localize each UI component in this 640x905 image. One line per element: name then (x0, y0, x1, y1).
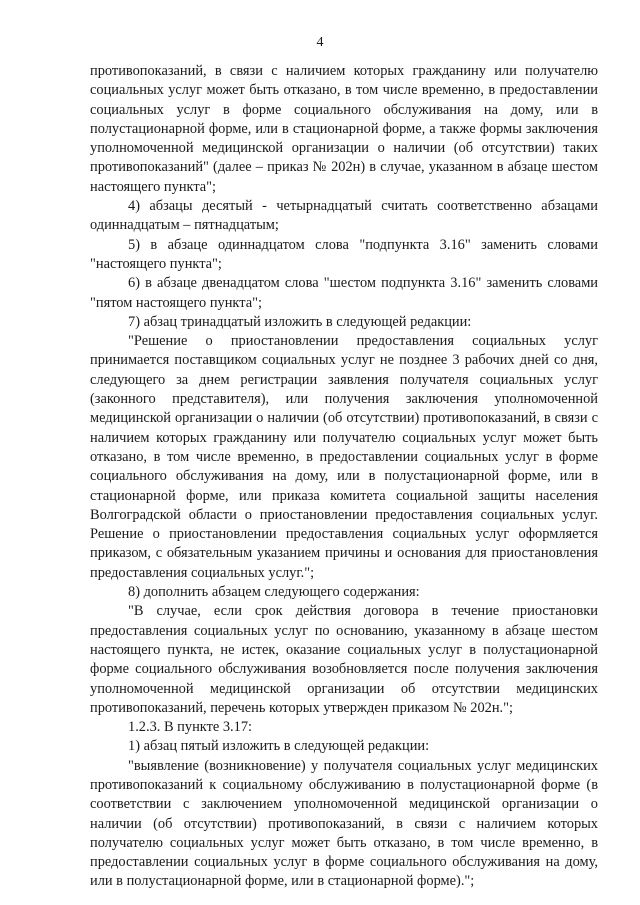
paragraph-item-8: 8) дополнить абзацем следующего содержания: (128, 584, 420, 601)
paragraph-item-6: 6) в абзаце двенадцатом слова "шестом подпункта 3.16" заменить словами "пятом настоящего пункта"; (90, 275, 598, 311)
paragraph-item-5: 5) в абзаце одиннадцатом слова "подпункта 3.16" заменить словами "настоящего пункта"; (90, 236, 598, 272)
paragraph-quote-decision: "Решение о приостановлении предоставления социальных услуг принимается поставщиком социальных услуг не позднее 3 рабочих дней со дня, следующего за днем регистрации заявления получателя социальных услуг (законного представителя), или получения заключения уполномоченной медицинской организации о наличии (об отсутствии) противопоказаний, в связи с наличием которых гражданину или получателю социальных услуг может быть отказано, в том числе временно, в предоставлении социальных услуг в форме социального обслуживания на дому, или в полустационарной форме, или в стационарной форме, или приказа комитета социальной защиты населения Волгоградской области о приостановлении предоставления социальных услуг. Решение о приостановлении предоставления социальных услуг оформляется приказом, с обязательным указанием причины и основания для приостановления предоставления социальных услуг."; (90, 333, 598, 581)
document-body (90, 62, 598, 892)
paragraph-quote-detection: "выявление (возникновение) у получателя социальных услуг медицинских противопоказаний к социальному обслуживанию в полустационарной форме (в соответствии с заключением уполномоченной медицинской организации о наличии (об отсутствии) противопоказаний, в связи с наличием которых получателю социальных услуг может быть отказано, в том числе временно, в предоставлении социальных услуг в форме социального обслуживания на дому, или в полустационарной форме, или в стационарной форме)."; (90, 757, 598, 890)
paragraph-continuation: противопоказаний, в связи с наличием которых гражданину или получателю социальных услуг может быть отказано, в том числе временно, в предоставлении социальных услуг в форме социального обслуживания на дому, или в полустационарной форме, или в стационарной форме, а также формы заключения уполномоченной медицинской организации о наличии (об отсутствии) таких противопоказаний" (далее – приказ № 202н) в случае, указанном в абзаце шестом настоящего пункта"; (90, 63, 598, 195)
paragraph-item-1: 1) абзац пятый изложить в следующей редакции: (128, 738, 430, 755)
paragraph-quote-contract: "В случае, если срок действия договора в течение приостановки предоставления социальных услуг по основанию, указанному в абзаце шестом настоящего пункта, не истек, оказание социальных услуг в полустационарной форме социального обслуживания возобновляется после получения заключения уполномоченной медицинской организации об отсутствии медицинских противопоказаний, перечень которых утвержден приказом № 202н."; (90, 603, 598, 716)
page-number: 4 (316, 35, 324, 50)
paragraph-item-4: 4) абзацы десятый - четырнадцатый считать соответственно абзацами одиннадцатым – пятнадцатым; (90, 198, 598, 234)
paragraph-item-7: 7) абзац тринадцатый изложить в следующей редакции: (128, 313, 472, 330)
paragraph-section-1-2-3: 1.2.3. В пункте 3.17: (128, 719, 253, 736)
